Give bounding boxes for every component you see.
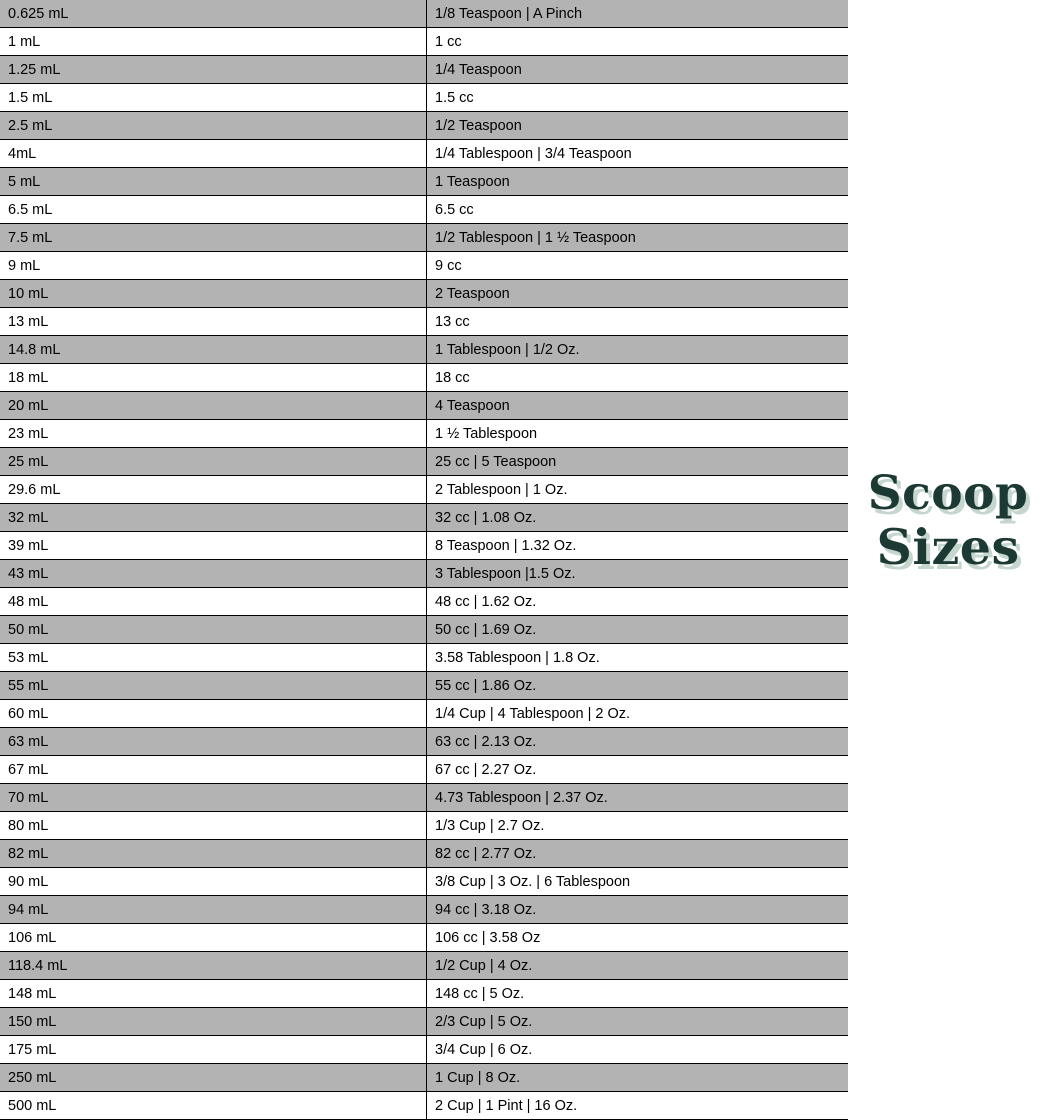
cell-equivalent: 2 Tablespoon | 1 Oz. xyxy=(427,476,849,504)
table-row xyxy=(0,1092,848,1120)
cell-volume: 1.25 mL xyxy=(0,56,427,84)
cell-equivalent: 3 Tablespoon |1.5 Oz. xyxy=(427,560,849,588)
cell-equivalent: 1/4 Teaspoon xyxy=(427,56,849,84)
cell-equivalent: 6.5 cc xyxy=(427,196,849,224)
table-row xyxy=(0,812,848,840)
cell-volume: 67 mL xyxy=(0,756,427,784)
cell-equivalent: 63 cc | 2.13 Oz. xyxy=(427,728,849,756)
table-row xyxy=(0,336,848,364)
table-row xyxy=(0,392,848,420)
table-row xyxy=(0,644,848,672)
table-row xyxy=(0,672,848,700)
cell-volume: 20 mL xyxy=(0,392,427,420)
cell-equivalent: 1/3 Cup | 2.7 Oz. xyxy=(427,812,849,840)
cell-volume: 9 mL xyxy=(0,252,427,280)
table-row xyxy=(0,532,848,560)
cell-equivalent: 4 Teaspoon xyxy=(427,392,849,420)
table-row xyxy=(0,616,848,644)
cell-equivalent: 1/4 Cup | 4 Tablespoon | 2 Oz. xyxy=(427,700,849,728)
cell-volume: 39 mL xyxy=(0,532,427,560)
cell-volume: 150 mL xyxy=(0,1008,427,1036)
table-row xyxy=(0,308,848,336)
table-row xyxy=(0,952,848,980)
cell-equivalent: 3/8 Cup | 3 Oz. | 6 Tablespoon xyxy=(427,868,849,896)
table-row xyxy=(0,868,848,896)
cell-equivalent: 148 cc | 5 Oz. xyxy=(427,980,849,1008)
cell-equivalent: 1/4 Tablespoon | 3/4 Teaspoon xyxy=(427,140,849,168)
cell-volume: 1 mL xyxy=(0,28,427,56)
table-row xyxy=(0,700,848,728)
cell-volume: 2.5 mL xyxy=(0,112,427,140)
table-row xyxy=(0,252,848,280)
cell-volume: 7.5 mL xyxy=(0,224,427,252)
cell-equivalent: 2 Cup | 1 Pint | 16 Oz. xyxy=(427,1092,849,1120)
cell-volume: 106 mL xyxy=(0,924,427,952)
cell-equivalent: 1 ½ Tablespoon xyxy=(427,420,849,448)
table-row xyxy=(0,588,848,616)
table-row xyxy=(0,364,848,392)
cell-equivalent: 67 cc | 2.27 Oz. xyxy=(427,756,849,784)
cell-equivalent: 4.73 Tablespoon | 2.37 Oz. xyxy=(427,784,849,812)
cell-volume: 60 mL xyxy=(0,700,427,728)
cell-equivalent: 13 cc xyxy=(427,308,849,336)
table-row xyxy=(0,280,848,308)
table-row xyxy=(0,924,848,952)
cell-volume: 90 mL xyxy=(0,868,427,896)
table-row xyxy=(0,112,848,140)
cell-equivalent: 1 Teaspoon xyxy=(427,168,849,196)
table-row xyxy=(0,28,848,56)
table-row xyxy=(0,224,848,252)
cell-equivalent: 1/8 Teaspoon | A Pinch xyxy=(427,0,849,28)
cell-volume: 63 mL xyxy=(0,728,427,756)
cell-equivalent: 32 cc | 1.08 Oz. xyxy=(427,504,849,532)
cell-equivalent: 55 cc | 1.86 Oz. xyxy=(427,672,849,700)
table-row xyxy=(0,728,848,756)
cell-volume: 250 mL xyxy=(0,1064,427,1092)
cell-equivalent: 2/3 Cup | 5 Oz. xyxy=(427,1008,849,1036)
cell-volume: 0.625 mL xyxy=(0,0,427,28)
table-row xyxy=(0,980,848,1008)
cell-volume: 53 mL xyxy=(0,644,427,672)
cell-volume: 175 mL xyxy=(0,1036,427,1064)
cell-volume: 14.8 mL xyxy=(0,336,427,364)
cell-volume: 4mL xyxy=(0,140,427,168)
table-row xyxy=(0,560,848,588)
cell-equivalent: 1/2 Cup | 4 Oz. xyxy=(427,952,849,980)
cell-volume: 82 mL xyxy=(0,840,427,868)
cell-volume: 55 mL xyxy=(0,672,427,700)
cell-equivalent: 1/2 Tablespoon | 1 ½ Teaspoon xyxy=(427,224,849,252)
table-row xyxy=(0,448,848,476)
cell-volume: 500 mL xyxy=(0,1092,427,1120)
cell-equivalent: 1.5 cc xyxy=(427,84,849,112)
table-row xyxy=(0,420,848,448)
logo-line-scoop: Scoop xyxy=(867,466,1029,521)
cell-equivalent: 48 cc | 1.62 Oz. xyxy=(427,588,849,616)
cell-equivalent: 1/2 Teaspoon xyxy=(427,112,849,140)
cell-equivalent: 9 cc xyxy=(427,252,849,280)
cell-equivalent: 82 cc | 2.77 Oz. xyxy=(427,840,849,868)
cell-volume: 32 mL xyxy=(0,504,427,532)
cell-volume: 29.6 mL xyxy=(0,476,427,504)
cell-volume: 18 mL xyxy=(0,364,427,392)
table-row xyxy=(0,196,848,224)
cell-volume: 1.5 mL xyxy=(0,84,427,112)
cell-equivalent: 2 Teaspoon xyxy=(427,280,849,308)
cell-volume: 94 mL xyxy=(0,896,427,924)
cell-volume: 23 mL xyxy=(0,420,427,448)
cell-volume: 48 mL xyxy=(0,588,427,616)
cell-equivalent: 1 cc xyxy=(427,28,849,56)
cell-equivalent: 8 Teaspoon | 1.32 Oz. xyxy=(427,532,849,560)
table-row xyxy=(0,896,848,924)
table-row xyxy=(0,0,848,28)
cell-volume: 25 mL xyxy=(0,448,427,476)
table-row xyxy=(0,840,848,868)
table-row xyxy=(0,784,848,812)
cell-equivalent: 1 Tablespoon | 1/2 Oz. xyxy=(427,336,849,364)
cell-volume: 148 mL xyxy=(0,980,427,1008)
cell-volume: 13 mL xyxy=(0,308,427,336)
table-row xyxy=(0,476,848,504)
cell-equivalent: 18 cc xyxy=(427,364,849,392)
cell-volume: 118.4 mL xyxy=(0,952,427,980)
cell-volume: 43 mL xyxy=(0,560,427,588)
logo-line-sizes: Sizes xyxy=(876,518,1020,576)
cell-equivalent: 25 cc | 5 Teaspoon xyxy=(427,448,849,476)
table-row xyxy=(0,1036,848,1064)
scoop-sizes-logo xyxy=(848,466,1048,600)
table-row xyxy=(0,56,848,84)
cell-equivalent: 1 Cup | 8 Oz. xyxy=(427,1064,849,1092)
cell-equivalent: 50 cc | 1.69 Oz. xyxy=(427,616,849,644)
table-row xyxy=(0,1008,848,1036)
table-row xyxy=(0,168,848,196)
table-row xyxy=(0,756,848,784)
table-row xyxy=(0,504,848,532)
cell-volume: 70 mL xyxy=(0,784,427,812)
table-row xyxy=(0,140,848,168)
cell-volume: 10 mL xyxy=(0,280,427,308)
cell-equivalent: 3/4 Cup | 6 Oz. xyxy=(427,1036,849,1064)
cell-volume: 50 mL xyxy=(0,616,427,644)
cell-volume: 80 mL xyxy=(0,812,427,840)
table-row xyxy=(0,1064,848,1092)
cell-volume: 5 mL xyxy=(0,168,427,196)
table-row xyxy=(0,84,848,112)
cell-equivalent: 94 cc | 3.18 Oz. xyxy=(427,896,849,924)
cell-equivalent: 106 cc | 3.58 Oz xyxy=(427,924,849,952)
cell-volume: 6.5 mL xyxy=(0,196,427,224)
cell-equivalent: 3.58 Tablespoon | 1.8 Oz. xyxy=(427,644,849,672)
